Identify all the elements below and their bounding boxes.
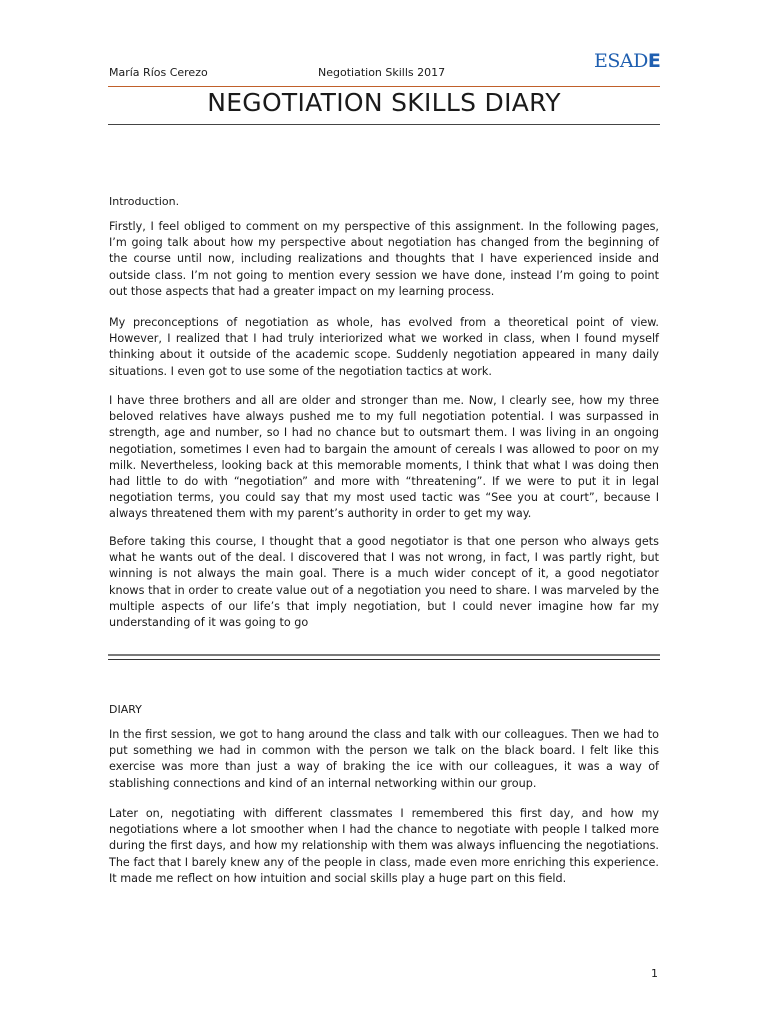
logo-text-main: ESAD	[594, 50, 648, 72]
introduction-paragraph-4: Before taking this course, I thought that a good negotiator is that one person who always gets what he wants out of the deal. I discovered that I was not wrong, in fact, I was partly right, but winning is not always the main goal. There is a much wider concept of it, a good negotiator knows that in order to create value out of a negotiation you need to share. I was marveled by the multiple aspects of our life’s that imply negotiation, but I could never imagine how far my understanding of it was going to go	[109, 535, 659, 630]
title-divider	[108, 124, 660, 125]
diary-paragraph-2: Later on, negotiating with different classmates I remembered this first day, and how my negotiations where a lot smoother when I had the chance to negotiate with people I talked more during the first days, and how my relationship with them was always influencing the negotiations. The fact that I barely knew any of the people in class, made even more enriching this experience. It made me reflect on how intuition and social skills play a huge part on this field.	[109, 807, 659, 885]
esade-logo	[594, 50, 660, 72]
header-course-title: Negotiation Skills 2017	[318, 66, 446, 79]
logo-text-bold: E	[647, 50, 661, 72]
introduction-paragraph-2: My preconceptions of negotiation as whole, has evolved from a theoretical point of view. However, I realized that I had truly interiorized what we worked in class, when I found myself thinking about it outside of the academic scope. Suddenly negotiation appeared in many daily situations. I even got to use some of the negotiation tactics at work.	[109, 316, 659, 378]
header-divider	[108, 86, 660, 87]
page-number: 1	[651, 967, 658, 980]
introduction-paragraph-3: I have three brothers and all are older and stronger than me. Now, I clearly see, how my three beloved relatives have always pushed me to my full negotiation potential. I was surpassed in strength, age and number, so I had no chance but to outsmart them. I was living in an ongoing negotiation, sometimes I even had to bargain the amount of cereals I was allowed to poor on my milk. Nevertheless, looking back at this memorable moments, I think that what I was doing then had little to do with “negotiation” and more with “threatening”. If we were to put it in legal negotiation terms, you could say that my most used tactic was “See you at court”, because I always threatened them with my parent’s authority in order to get my way.	[109, 394, 659, 521]
introduction-paragraph-1: Firstly, I feel obliged to comment on my perspective of this assignment. In the following pages, I’m going talk about how my perspective about negotiation has changed from the beginning of the course until now, including realizations and thoughts that I have experienced inside and outside class. I’m not going to mention every session we have done, instead I’m going to point out those aspects that had a greater impact on my learning process.	[109, 220, 659, 298]
diary-heading: DIARY	[109, 703, 142, 716]
header-author: María Ríos Cerezo	[109, 66, 208, 79]
section-divider	[108, 654, 660, 662]
introduction-heading: Introduction.	[109, 195, 180, 208]
document-title: NEGOTIATION SKILLS DIARY	[207, 88, 561, 117]
diary-paragraph-1: In the first session, we got to hang around the class and talk with our colleagues. Then we had to put something we had in common with the person we talk on the black board. I felt like this exercise was more than just a way of braking the ice with our colleagues, it was a way of stablishing connections and kind of an internal networking within our group.	[109, 728, 659, 790]
